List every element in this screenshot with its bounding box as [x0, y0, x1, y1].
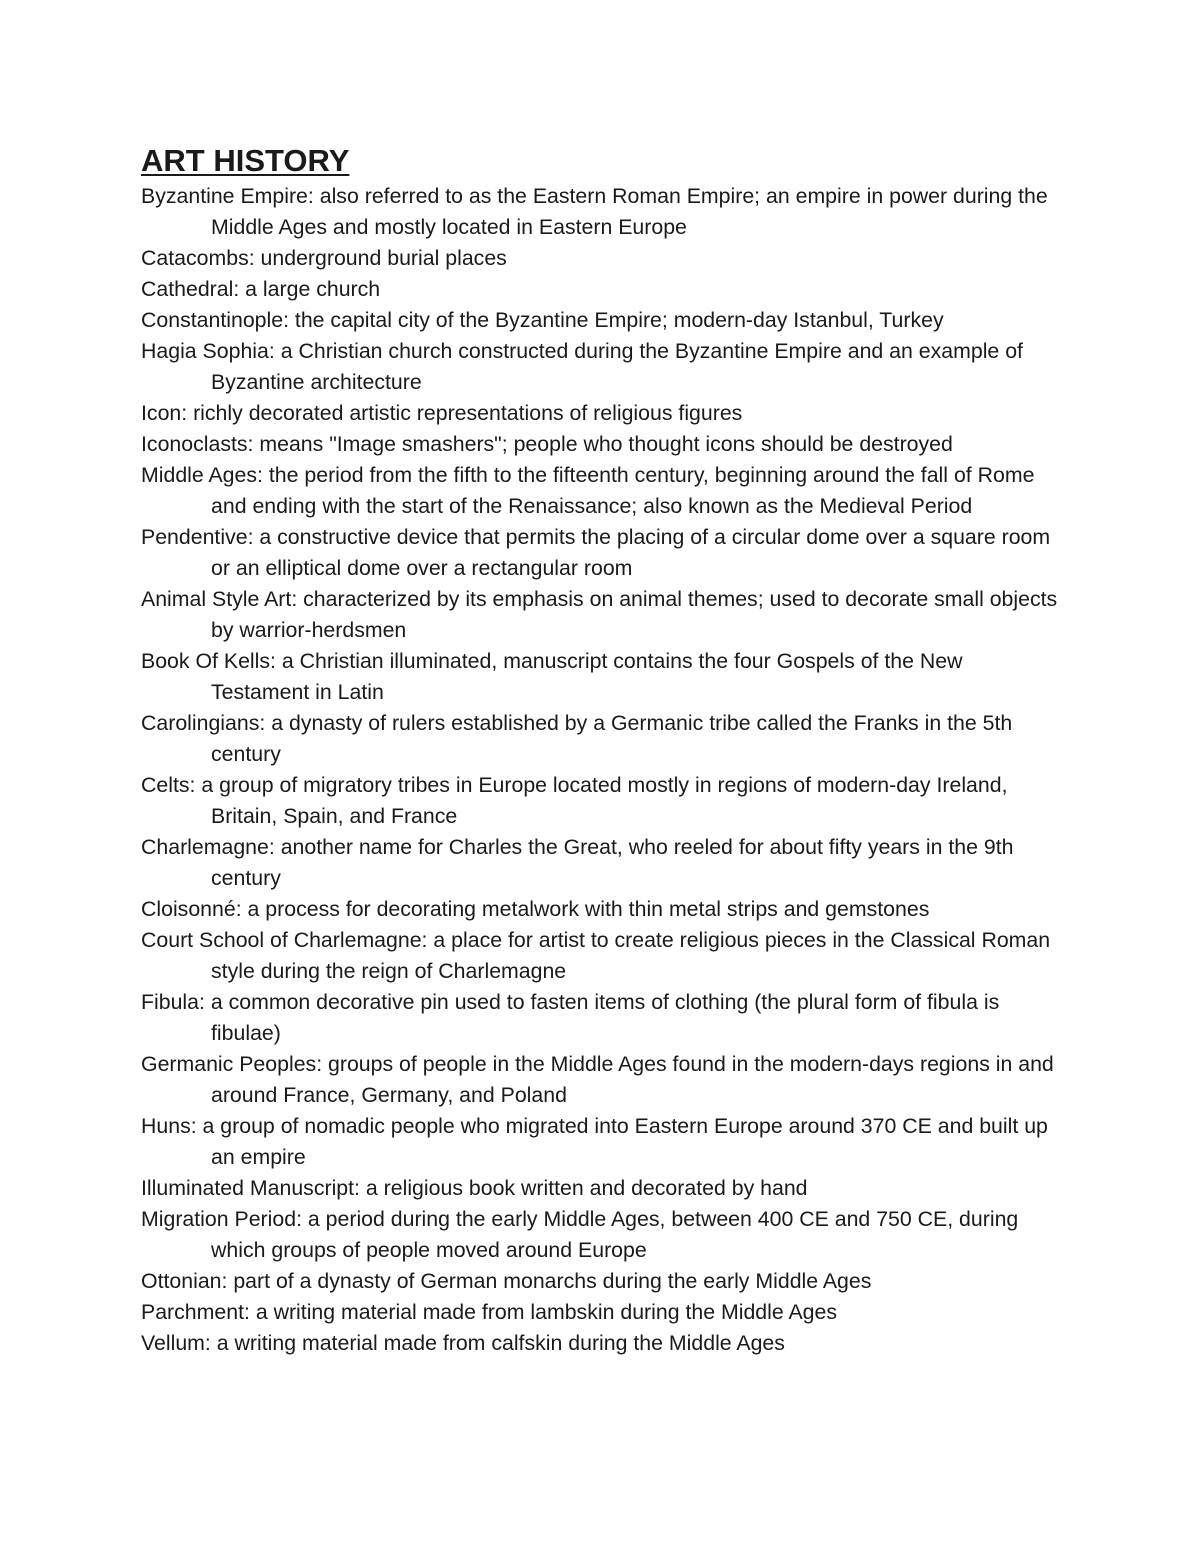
glossary-entry: Court School of Charlemagne: a place for artist to create religious pieces in the Classical Roman style during the reign of Charlemagne — [141, 928, 1051, 983]
glossary-entry: Illuminated Manuscript: a religious book written and decorated by hand — [141, 1176, 808, 1200]
glossary-entry: Book Of Kells: a Christian illuminated, manuscript contains the four Gospels of the New Testament in Latin — [141, 649, 963, 704]
glossary-entry: Celts: a group of migratory tribes in Europe located mostly in regions of modern-day Ireland, Britain, Spain, and France — [141, 773, 1008, 828]
glossary-entry: Cathedral: a large church — [141, 277, 381, 301]
glossary-entry: Vellum: a writing material made from calfskin during the Middle Ages — [141, 1331, 785, 1355]
glossary-entry: Middle Ages: the period from the fifth to the fifteenth century, beginning around the fall of Rome and ending with the start of the Renaissance; also known as the Medieval Period — [141, 463, 1035, 518]
glossary-entry: Carolingians: a dynasty of rulers established by a Germanic tribe called the Franks in the 5th century — [141, 711, 1013, 766]
glossary-entry: Germanic Peoples: groups of people in the Middle Ages found in the modern-days regions in and around France, Germany, and Poland — [141, 1052, 1054, 1107]
glossary-entry: Hagia Sophia: a Christian church constructed during the Byzantine Empire and an example of Byzantine architecture — [141, 339, 1023, 394]
glossary-entry: Byzantine Empire: also referred to as the Eastern Roman Empire; an empire in power during the Middle Ages and mostly located in Eastern Europe — [141, 184, 1048, 239]
glossary-entry: Icon: richly decorated artistic representations of religious figures — [141, 401, 743, 425]
glossary-entry: Constantinople: the capital city of the Byzantine Empire; modern-day Istanbul, Turkey — [141, 308, 944, 332]
document-body — [141, 141, 1061, 1359]
glossary-list — [141, 181, 1061, 1359]
glossary-entry: Iconoclasts: means "Image smashers"; people who thought icons should be destroyed — [141, 432, 953, 456]
glossary-entry: Catacombs: underground burial places — [141, 246, 507, 270]
glossary-entry: Huns: a group of nomadic people who migrated into Eastern Europe around 370 CE and built up an empire — [141, 1114, 1048, 1169]
glossary-entry: Animal Style Art: characterized by its emphasis on animal themes; used to decorate small objects by warrior-herdsmen — [141, 587, 1058, 642]
glossary-entry: Charlemagne: another name for Charles the Great, who reeled for about fifty years in the 9th century — [141, 835, 1014, 890]
glossary-entry: Ottonian: part of a dynasty of German monarchs during the early Middle Ages — [141, 1269, 872, 1293]
glossary-entry: Fibula: a common decorative pin used to fasten items of clothing (the plural form of fibula is fibulae) — [141, 990, 1000, 1045]
glossary-entry: Cloisonné: a process for decorating metalwork with thin metal strips and gemstones — [141, 897, 930, 921]
glossary-entry: Migration Period: a period during the early Middle Ages, between 400 CE and 750 CE, during which groups of people moved around Europe — [141, 1207, 1019, 1262]
glossary-entry: Pendentive: a constructive device that permits the placing of a circular dome over a square room or an elliptical dome over a rectangular room — [141, 525, 1051, 580]
glossary-entry: Parchment: a writing material made from lambskin during the Middle Ages — [141, 1300, 838, 1324]
document-title: ART HISTORY — [141, 143, 350, 178]
